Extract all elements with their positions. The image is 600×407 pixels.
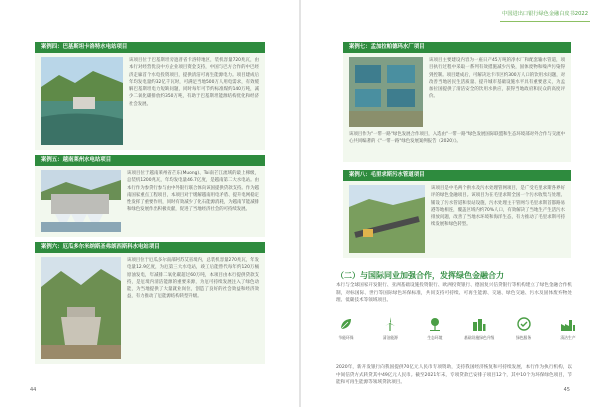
case-8-text: 该项目是中毛两个供水及污水处理管网项目，是广受毛里求斯各界好评的绿色金融项目。该项目为在毛里求斯全国一个污水收集与处理、铺设了污水管道和泵站设施，污水处理主干管网与毛里求斯首都路易港等地相连，覆盖区域内约70%人口，有效解决了当地生产生活污水排放问题，改善了当地水环境和海洋生态，有力推动了毛里求斯可持续发展和绿色转型。 xyxy=(431,186,565,228)
icon-cell-clean-energy: 清洁能源 xyxy=(375,316,405,362)
case-7-title: 案例七：孟加拉帕德玛水厂项目 xyxy=(343,42,571,53)
icon-cell-energy-saving: 节能环保 xyxy=(331,316,361,362)
case-4 xyxy=(35,42,265,150)
case-7-text-2: 该项目作为"一带一路"绿色发展合作项目，入选由"一带一路"绿色发展国际联盟和生态环境部对外合作与交流中心共同编著的《"一带一路"绿色发展案例报告（2020）》。 xyxy=(349,132,565,145)
ecology-icon xyxy=(427,316,443,332)
wind-turbine-icon xyxy=(382,316,398,332)
section-paragraph-2: 2020年，新开发银行向我国提供70亿元人民币专项资助，支持我国经济恢复和可持续发展，本行作为执行机构，以中间信贷方式转贷其中49亿元人民币。截至2021年末，专项贷款已安排子项目12个，其中10个为环保绿色项目，节能和可再生能源等领域贷款项目。 xyxy=(336,365,572,386)
green-service-icon xyxy=(516,316,532,332)
infrastructure-icon xyxy=(471,316,487,332)
case-4-text: 该项目位于巴基斯坦旁遮普省卡洛特地区，装机容量720兆瓦，由本行对经营优良中方企业项目资金支持，中国与巴方合作的中巴经济走廊首个水电投资项目，提供清洁可再生能源电力。项目建成后年均发电量约32亿千瓦时，可满足当地500万人用电需求，有效缓解巴基斯坦电力短缺问题，同时每年可节约标准煤约140万吨，减少二氧化碳排放约350万吨，有助于巴基斯坦能源结构优化和经济社会发展。 xyxy=(129,58,259,107)
icon-cell-ecology: 生态环境 xyxy=(420,316,450,362)
left-page xyxy=(0,0,299,407)
page-number-left: 44 xyxy=(30,387,37,393)
page-number-right: 45 xyxy=(563,387,570,393)
section-title: （二）与国际同业加强合作，发挥绿色金融合力 xyxy=(336,271,504,280)
case-7-text: 该项目主要建设内容为一座日产45万吨的净水厂和配套输水管道，项目执行过程中采取一系列有效措施减少污染，固体废物和噪声污染得到控制。项目建成后，可解决达卡市区约300万人口的饮用水问题，对改善当地居民生活质量、提升城市基础设施水平具有重要意义，为孟加拉国提供了清洁安全的饮用水供应，获得当地政府和民众的高度评价。 xyxy=(429,58,565,100)
case-6 xyxy=(35,242,265,364)
icon-cell-green-service: 绿色服务 xyxy=(509,316,539,362)
case-4-photo xyxy=(41,57,123,145)
case-7-photo xyxy=(349,57,423,127)
case-5 xyxy=(35,155,265,237)
header-title: 中国进出口银行绿色金融白皮书2022 xyxy=(502,11,588,17)
icon-cell-infrastructure: 基础设施绿色升级 xyxy=(464,316,494,362)
case-8-title: 案例八：毛里求斯污水管道项目 xyxy=(343,170,571,181)
case-6-photo xyxy=(41,257,121,359)
case-5-text: 该项目位于越南莱州省芒东(Muong)、Toi南芒江流域的最上梯级，总装机1200兆瓦，年均发电量46.7亿度，是越南第二大水电站。由本行作为参贷行参与由中外银行联合体向该国提供贷款支持。作为越南国家重点工程项目，本项目对于缓解越南用电矛盾、提升电网稳定性发挥了重要作用，同时有效减少了化石能源消耗，为越南节能减排和绿色发展作出积极贡献，促进了当地经济社会的可持续发展。 xyxy=(127,171,259,213)
header-rule xyxy=(500,21,590,22)
leaf-icon xyxy=(338,316,354,332)
case-6-title: 案例六：厄瓜多尔米纳斯圣弗朗西斯科水电站项目 xyxy=(35,242,265,253)
case-8-photo xyxy=(349,185,425,253)
right-page xyxy=(301,0,600,407)
case-4-title: 案例四：巴基斯坦卡洛特水电站项目 xyxy=(35,42,265,53)
section-paragraph-1: 本行与全球国家开发银行、亚洲基础设施投资银行、欧洲投资银行、德国复兴信贷银行等机构建立了绿色金融合作机制，对标国际、世行等国际绿色环保标准，共同支持可持续、可再生能源、交通、绿色交通、污水及固体废弃物处理、低碳技术等领域项目。 xyxy=(336,283,572,304)
clean-production-icon xyxy=(560,316,576,332)
case-8 xyxy=(343,170,571,258)
case-6-text: 该项目位于厄瓜多尔南部阿苏艾省境内，总装机容量270兆瓦，年发电量12.9亿度，为厄第三大水电站，竣工后能替代每年约120万桶原油发电，年减排二氧化碳超过60万吨，本项目由本行提供贷款支持，是厄境内清洁能源的重要来源，为厄可持续发展注入了绿色动能，为当地提供了大量就业岗位，创造了良好的社会效益和经济效益，有力推动了厄能源结构转型升级。 xyxy=(127,258,259,300)
green-sector-icons xyxy=(331,316,583,362)
case-5-photo xyxy=(41,170,121,232)
case-7 xyxy=(343,42,571,162)
icon-cell-clean-production: 清洁生产 xyxy=(553,316,583,362)
case-5-title: 案例五：越南莱州水电站项目 xyxy=(35,155,265,166)
